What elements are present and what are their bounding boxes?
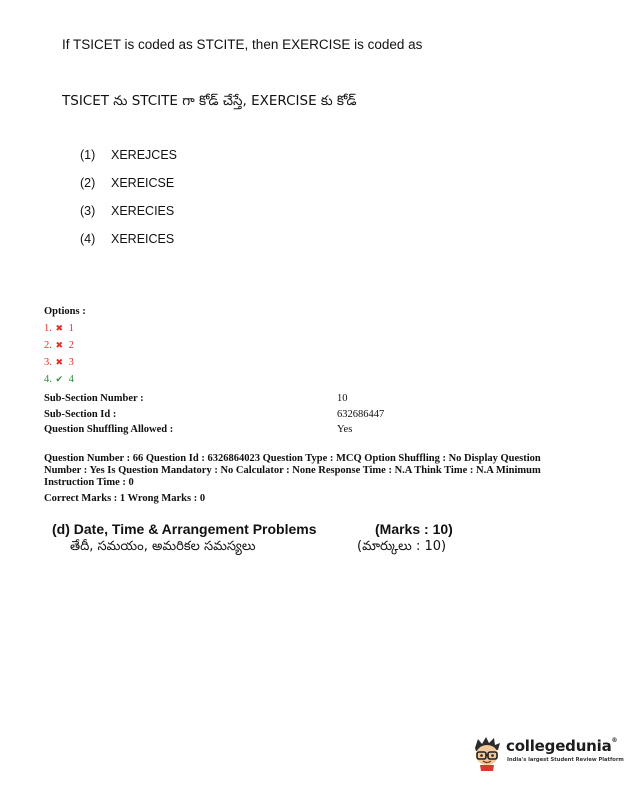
section-marks-english: (Marks : 10) bbox=[375, 521, 453, 537]
choice-text: XEREICSE bbox=[111, 176, 175, 190]
choice-1 bbox=[80, 146, 177, 174]
question-info-text: Question Number : 66 Question Id : 6326864023 Question Type : MCQ Option Shuffling : No Display Question Number : Yes Is Question Mandatory : No Calculator : None Response Time : N.A Think Time : N.A Minimum Instruction Time : 0 bbox=[44, 453, 541, 488]
meta-row-sub-section-number bbox=[44, 391, 444, 407]
cross-icon: ✖ bbox=[55, 357, 64, 367]
question-marks: Correct Marks : 1 Wrong Marks : 0 bbox=[44, 493, 206, 504]
meta-row-shuffling bbox=[44, 422, 444, 438]
mascot-icon bbox=[470, 736, 504, 772]
meta-key: Sub-Section Id : bbox=[44, 408, 117, 420]
logo-wordmark bbox=[506, 737, 617, 755]
choice-text: XEREICES bbox=[111, 232, 175, 246]
option-value: 4 bbox=[68, 374, 74, 385]
collegedunia-logo bbox=[470, 735, 624, 775]
sub-section-info bbox=[44, 391, 444, 438]
choice-2 bbox=[80, 174, 177, 202]
logo-registered: ® bbox=[611, 737, 618, 744]
section-title-english: (d) Date, Time & Arrangement Problems bbox=[52, 521, 317, 537]
check-icon: ✔ bbox=[55, 374, 64, 384]
options-list bbox=[44, 306, 86, 388]
option-4 bbox=[44, 371, 86, 388]
choice-text: XERECIES bbox=[111, 204, 175, 218]
section-title-telugu: తేదీ, సమయం, అమరికల సమస్యలు bbox=[70, 539, 256, 554]
choice-3 bbox=[80, 202, 177, 230]
logo-name: collegedunia bbox=[506, 737, 612, 755]
option-value: 2 bbox=[68, 340, 74, 351]
section-marks-telugu: (మార్కులు : 10) bbox=[357, 539, 447, 554]
meta-value: 632686447 bbox=[337, 408, 385, 420]
choice-number: (2) bbox=[80, 176, 96, 190]
choice-text: XEREJCES bbox=[111, 148, 177, 162]
logo-tagline: India's largest Student Review Platform bbox=[507, 757, 624, 763]
cross-icon: ✖ bbox=[55, 323, 64, 333]
question-text-english: If TSICET is coded as STCITE, then EXERCISE is coded as bbox=[62, 37, 423, 52]
option-1 bbox=[44, 320, 86, 337]
choice-number: (4) bbox=[80, 232, 96, 246]
options-label: Options : bbox=[44, 306, 86, 317]
meta-value: Yes bbox=[337, 424, 353, 435]
question-text-telugu: TSICET ను STCITE గా కోడ్ చేస్తే, EXERCISE కు కోడ్ bbox=[62, 93, 357, 109]
meta-key: Question Shuffling Allowed : bbox=[44, 424, 174, 435]
option-prefix: 1. bbox=[44, 323, 52, 334]
option-3 bbox=[44, 354, 86, 371]
answer-choices bbox=[80, 146, 177, 258]
option-value: 1 bbox=[68, 323, 74, 334]
choice-number: (3) bbox=[80, 204, 96, 218]
meta-key: Sub-Section Number : bbox=[44, 393, 144, 404]
question-info bbox=[44, 453, 572, 505]
cross-icon: ✖ bbox=[55, 340, 64, 350]
meta-row-sub-section-id bbox=[44, 407, 444, 423]
choice-4 bbox=[80, 230, 177, 258]
option-prefix: 2. bbox=[44, 340, 52, 351]
choice-number: (1) bbox=[80, 148, 96, 162]
option-prefix: 4. bbox=[44, 374, 52, 385]
option-value: 3 bbox=[68, 357, 74, 368]
meta-value: 10 bbox=[337, 393, 348, 404]
option-2 bbox=[44, 337, 86, 354]
option-prefix: 3. bbox=[44, 357, 52, 368]
